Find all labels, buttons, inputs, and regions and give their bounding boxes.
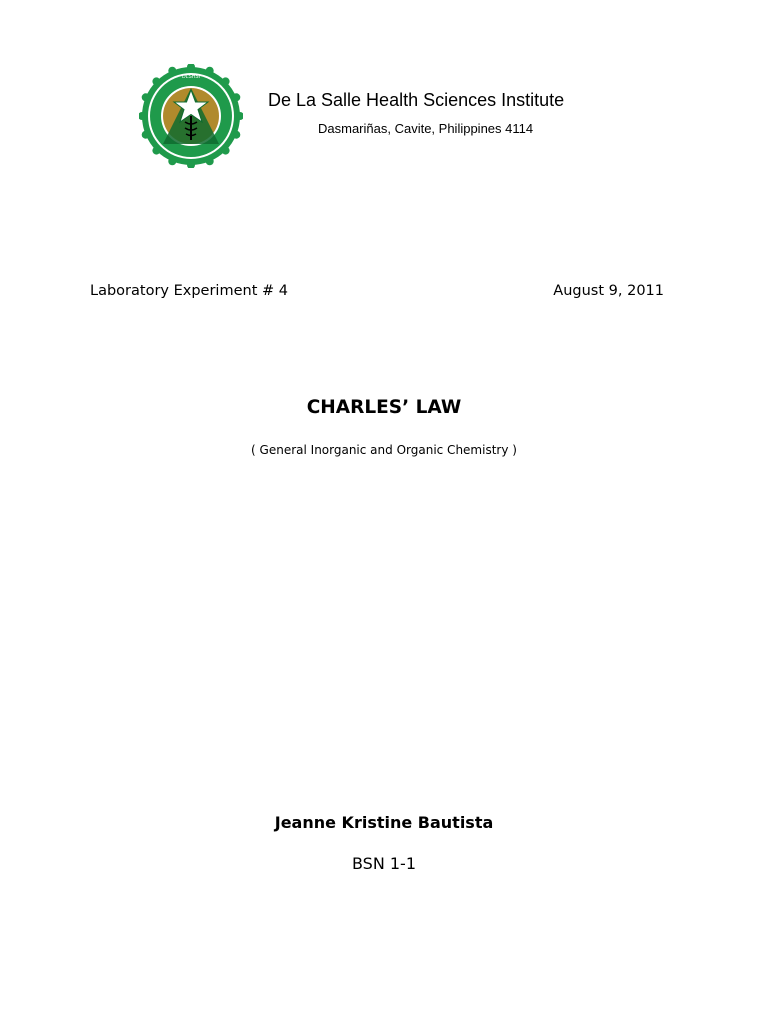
- institution-name: De La Salle Health Sciences Institute: [268, 90, 565, 110]
- report-subtitle: ( General Inorganic and Organic Chemistry ): [251, 443, 517, 457]
- institution-seal-icon: [139, 64, 243, 168]
- student-section: BSN 1-1: [351, 854, 417, 873]
- experiment-date: August 9, 2011: [553, 283, 664, 299]
- report-title: CHARLES’ LAW: [306, 397, 462, 418]
- experiment-label: Laboratory Experiment # 4: [90, 283, 288, 299]
- institution-address: Dasmariñas, Cavite, Philippines 4114: [318, 121, 534, 136]
- svg-text:DLSHSI: DLSHSI: [181, 74, 201, 80]
- student-name: Jeanne Kristine Bautista: [274, 813, 494, 832]
